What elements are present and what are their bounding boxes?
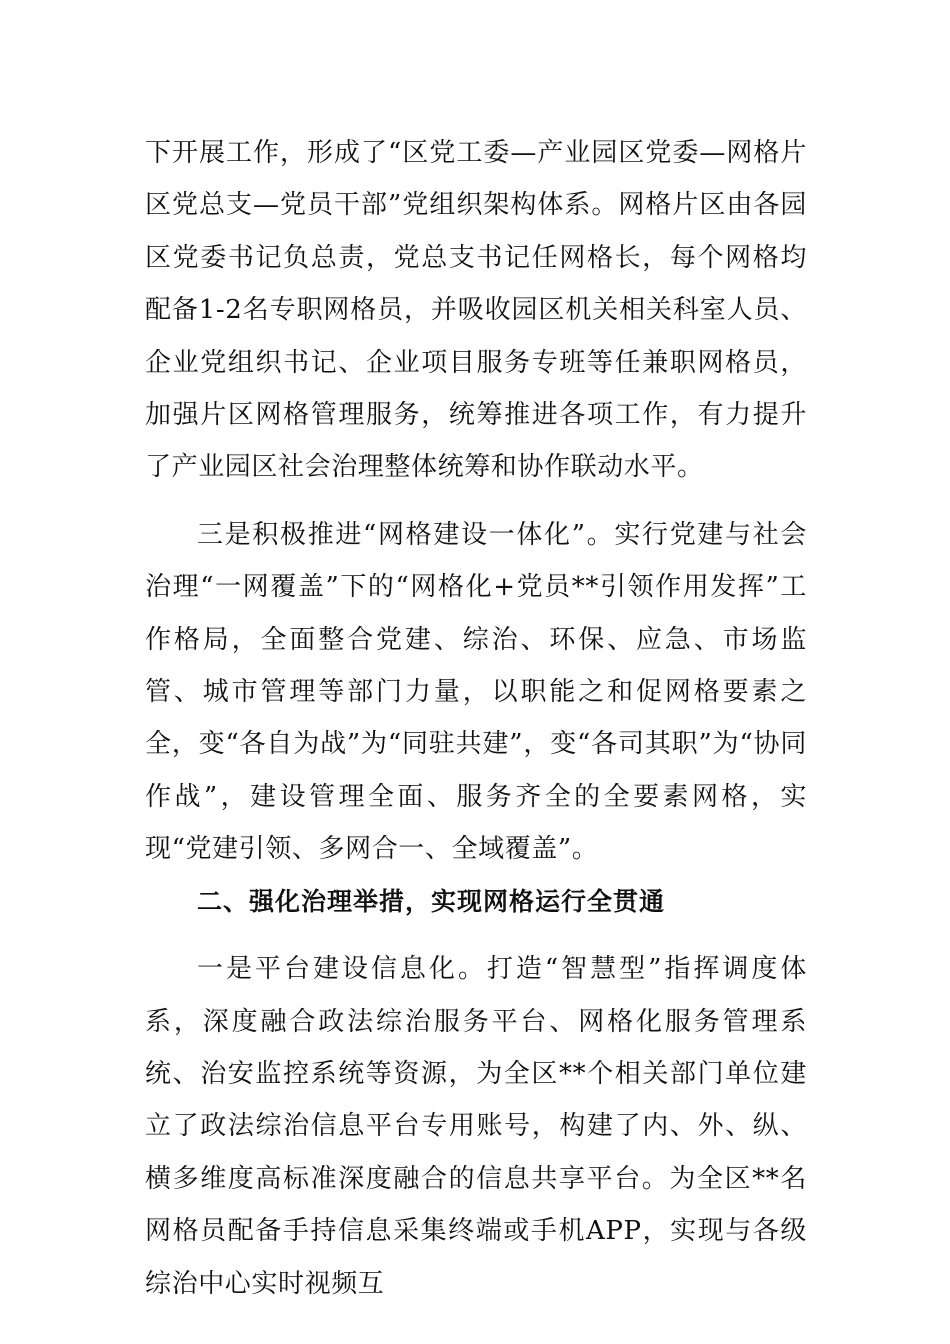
- paragraph-point-one: 一是平台建设信息化。打造“智慧型”指挥调度体系，深度融合政法综治服务平台、网格化服务管理系统、治安监控系统等资源，为全区**个相关部门单位建立了政法综治信息平台专用账号，构建了内、外、纵、横多维度高标准深度融合的信息共享平台。为全区**名网格员配备手持信息采集终端或手机APP，实现与各级综治中心实时视频互: [145, 954, 807, 1299]
- paragraph-point-three: 三是积极推进“网格建设一体化”。实行党建与社会治理“一网覆盖”下的“网格化+党员**引领作用发挥”工作格局，全面整合党建、综治、环保、应急、市场监管、城市管理等部门力量，以职能之和促网格要素之全，变“各自为战”为“同驻共建”，变“各司其职”为“协同作战”，建设管理全面、服务齐全的全要素网格，实现“党建引领、多网合一、全域覆盖”。: [145, 519, 807, 865]
- section-heading-two: 二、强化治理举措，实现网格运行全贯通: [197, 886, 666, 916]
- document-page: [145, 127, 807, 1310]
- paragraph-continued: 下开展工作，形成了“区党工委—产业园区党委—网格片区党总支—党员干部”党组织架构体系。网格片区由各园区党委书记负总责，党总支书记任网格长，每个网格均配备1-2名专职网格员，并吸收园区机关相关科室人员、企业党组织书记、企业项目服务专班等任兼职网格员，加强片区网格管理服务，统筹推进各项工作，有力提升了产业园区社会治理整体统筹和协作联动水平。: [145, 138, 807, 483]
